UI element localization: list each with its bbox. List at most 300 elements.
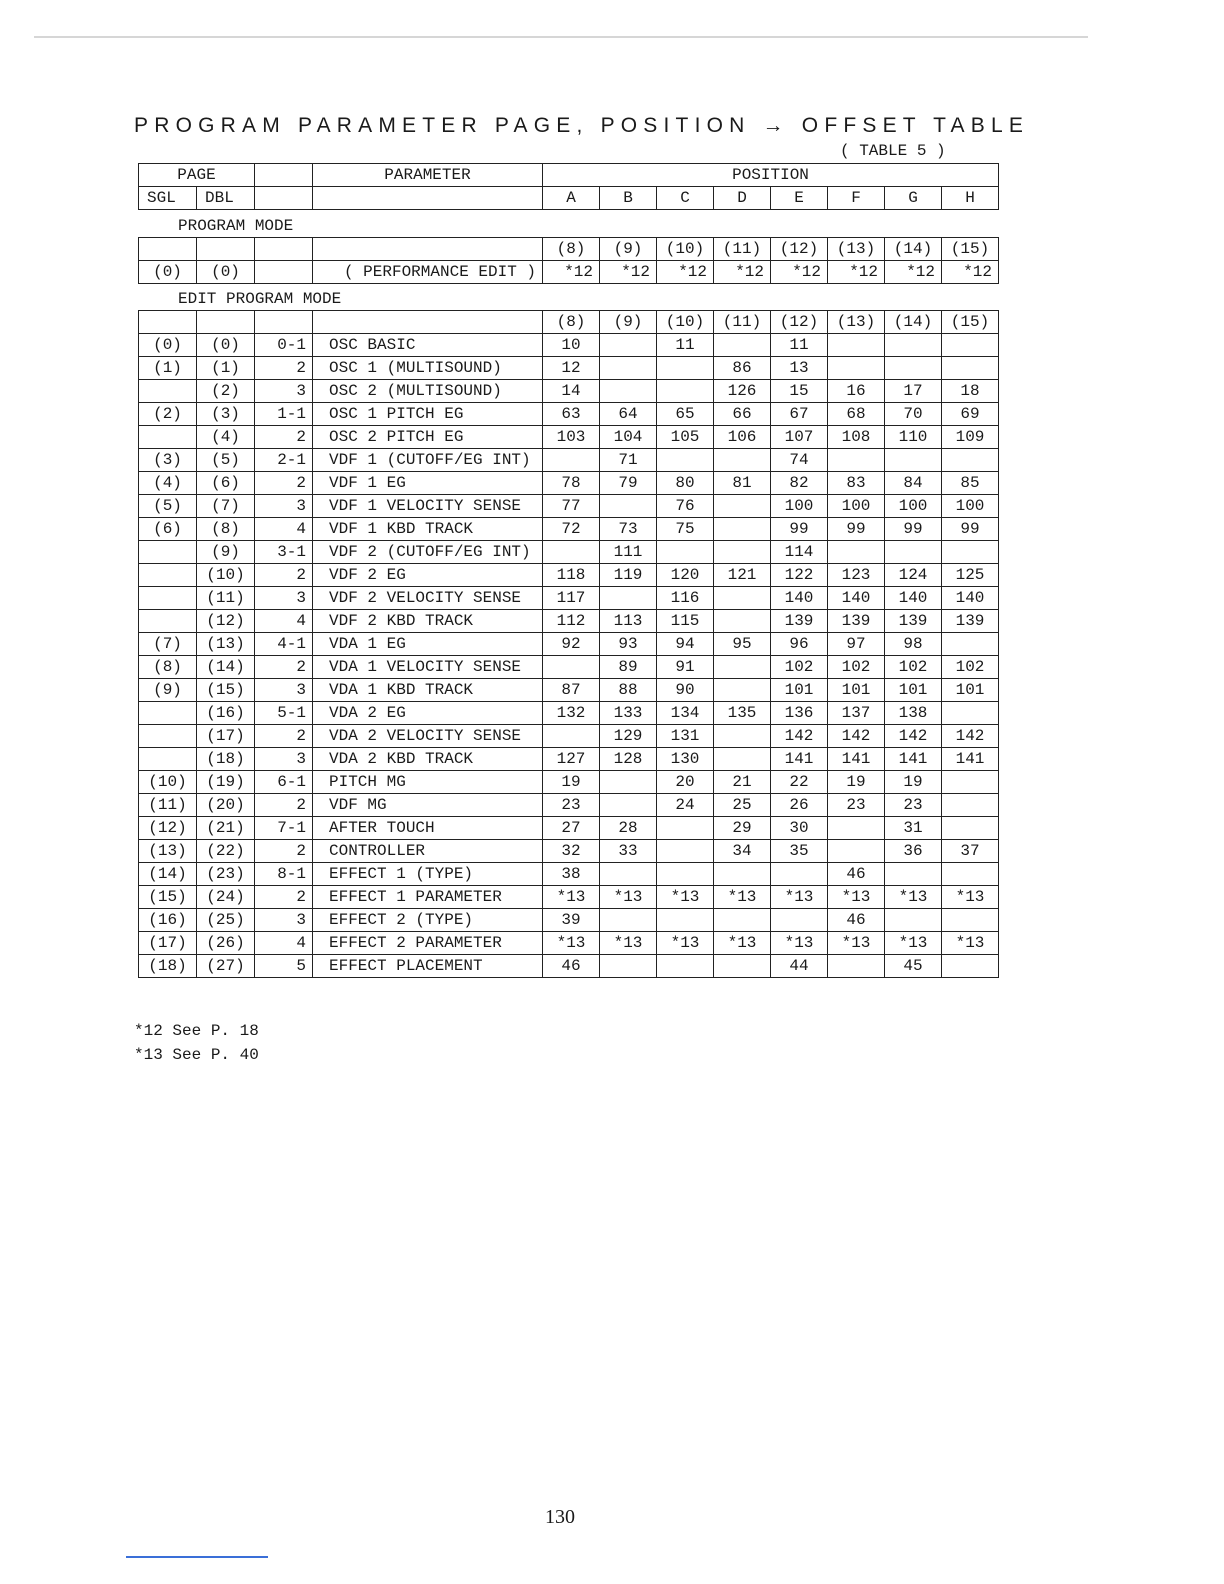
- value-cell: [885, 334, 942, 357]
- edit-program-mode-table: [138, 310, 999, 978]
- value-cell: 95: [714, 633, 771, 656]
- value-cell: 79: [600, 472, 657, 495]
- position-g-header: G: [885, 187, 942, 210]
- value-cell: [828, 357, 885, 380]
- num-cell: 2: [255, 357, 313, 380]
- value-cell: 126: [714, 380, 771, 403]
- offset-header-cell: (13): [828, 238, 885, 261]
- value-cell: [543, 725, 600, 748]
- value-cell: 141: [771, 748, 828, 771]
- num-cell: 2-1: [255, 449, 313, 472]
- sgl-cell: (11): [139, 794, 197, 817]
- value-cell: 139: [828, 610, 885, 633]
- value-cell: [885, 863, 942, 886]
- value-cell: 17: [885, 380, 942, 403]
- value-cell: 16: [828, 380, 885, 403]
- value-cell: *13: [714, 932, 771, 955]
- footnote-13: *13 See P. 40: [134, 1046, 259, 1064]
- value-cell: *12: [942, 261, 999, 284]
- value-cell: 103: [543, 426, 600, 449]
- value-cell: [600, 771, 657, 794]
- num-cell: 4-1: [255, 633, 313, 656]
- value-cell: 135: [714, 702, 771, 725]
- top-rule: [34, 36, 1088, 38]
- num-cell: 3-1: [255, 541, 313, 564]
- sgl-cell: [139, 541, 197, 564]
- value-cell: 100: [942, 495, 999, 518]
- value-cell: 39: [543, 909, 600, 932]
- num-cell: 4: [255, 932, 313, 955]
- value-cell: [600, 587, 657, 610]
- num-subheader: [255, 187, 313, 210]
- value-cell: 89: [600, 656, 657, 679]
- value-cell: 18: [942, 380, 999, 403]
- num-cell: 2: [255, 656, 313, 679]
- table-row: [139, 932, 999, 955]
- sgl-cell: (12): [139, 817, 197, 840]
- value-cell: 32: [543, 840, 600, 863]
- value-cell: 82: [771, 472, 828, 495]
- table-row: [139, 863, 999, 886]
- value-cell: *13: [942, 886, 999, 909]
- dbl-cell: (6): [197, 472, 255, 495]
- dbl-cell: (22): [197, 840, 255, 863]
- table-row: [139, 587, 999, 610]
- position-header: POSITION: [543, 164, 999, 187]
- param-cell: EFFECT PLACEMENT: [313, 955, 543, 978]
- value-cell: 15: [771, 380, 828, 403]
- dbl-cell: (23): [197, 863, 255, 886]
- value-cell: 83: [828, 472, 885, 495]
- value-cell: [942, 771, 999, 794]
- value-cell: [657, 955, 714, 978]
- num-cell: 2: [255, 725, 313, 748]
- value-cell: *13: [771, 932, 828, 955]
- param-cell: OSC 2 (MULTISOUND): [313, 380, 543, 403]
- sgl-cell: (16): [139, 909, 197, 932]
- table-row: [139, 518, 999, 541]
- num-cell: 3: [255, 495, 313, 518]
- value-cell: 102: [828, 656, 885, 679]
- value-cell: 78: [543, 472, 600, 495]
- dbl-cell: (1): [197, 357, 255, 380]
- value-cell: [714, 518, 771, 541]
- value-cell: *12: [600, 261, 657, 284]
- sgl-cell: (15): [139, 886, 197, 909]
- table-row: [139, 771, 999, 794]
- position-h-header: H: [942, 187, 999, 210]
- value-cell: 101: [828, 679, 885, 702]
- value-cell: 99: [942, 518, 999, 541]
- param-cell: EFFECT 2 PARAMETER: [313, 932, 543, 955]
- num-cell: 3: [255, 909, 313, 932]
- value-cell: 100: [828, 495, 885, 518]
- param-cell: EFFECT 2 (TYPE): [313, 909, 543, 932]
- value-cell: [942, 541, 999, 564]
- table-row: [139, 656, 999, 679]
- num-cell: 1-1: [255, 403, 313, 426]
- value-cell: 68: [828, 403, 885, 426]
- value-cell: 141: [885, 748, 942, 771]
- value-cell: 96: [771, 633, 828, 656]
- value-cell: 133: [600, 702, 657, 725]
- param-cell: VDA 1 KBD TRACK: [313, 679, 543, 702]
- table-row: [139, 702, 999, 725]
- sgl-cell: (3): [139, 449, 197, 472]
- dbl-cell: (10): [197, 564, 255, 587]
- param-cell: VDF 1 KBD TRACK: [313, 518, 543, 541]
- value-cell: 140: [771, 587, 828, 610]
- blank-cell: [139, 311, 197, 334]
- value-cell: 138: [885, 702, 942, 725]
- value-cell: [942, 794, 999, 817]
- table-row: [139, 886, 999, 909]
- num-cell: 3: [255, 587, 313, 610]
- table-row: [139, 357, 999, 380]
- sgl-cell: (13): [139, 840, 197, 863]
- value-cell: [942, 817, 999, 840]
- value-cell: 46: [828, 909, 885, 932]
- value-cell: 23: [885, 794, 942, 817]
- value-cell: *12: [885, 261, 942, 284]
- dbl-cell: (5): [197, 449, 255, 472]
- sgl-cell: [139, 702, 197, 725]
- value-cell: *13: [657, 886, 714, 909]
- value-cell: [714, 656, 771, 679]
- table-row: [139, 449, 999, 472]
- value-cell: 90: [657, 679, 714, 702]
- sgl-cell: (2): [139, 403, 197, 426]
- param-cell: VDF MG: [313, 794, 543, 817]
- dbl-cell: (14): [197, 656, 255, 679]
- position-c-header: C: [657, 187, 714, 210]
- num-cell: 4: [255, 518, 313, 541]
- value-cell: *13: [942, 932, 999, 955]
- footnote-12: *12 See P. 18: [134, 1022, 259, 1040]
- blank-cell: [197, 311, 255, 334]
- sgl-cell: (7): [139, 633, 197, 656]
- param-cell: VDF 2 (CUTOFF/EG INT): [313, 541, 543, 564]
- param-cell: VDA 2 VELOCITY SENSE: [313, 725, 543, 748]
- value-cell: 119: [600, 564, 657, 587]
- value-cell: 14: [543, 380, 600, 403]
- value-cell: *13: [885, 932, 942, 955]
- value-cell: 109: [942, 426, 999, 449]
- edit-table-body: [139, 311, 999, 978]
- value-cell: 127: [543, 748, 600, 771]
- edit-program-mode-label: EDIT PROGRAM MODE: [178, 290, 342, 308]
- position-a-header: A: [543, 187, 600, 210]
- value-cell: [942, 633, 999, 656]
- value-cell: 104: [600, 426, 657, 449]
- table-row: [139, 748, 999, 771]
- value-cell: [600, 909, 657, 932]
- param-cell: EFFECT 1 PARAMETER: [313, 886, 543, 909]
- value-cell: *13: [771, 886, 828, 909]
- offset-header-cell: (8): [543, 238, 600, 261]
- value-cell: 120: [657, 564, 714, 587]
- param-cell: VDF 1 EG: [313, 472, 543, 495]
- value-cell: 37: [942, 840, 999, 863]
- value-cell: [657, 863, 714, 886]
- value-cell: *13: [543, 932, 600, 955]
- sgl-cell: (8): [139, 656, 197, 679]
- value-cell: [828, 817, 885, 840]
- offset-header-cell: (9): [600, 238, 657, 261]
- value-cell: [714, 495, 771, 518]
- value-cell: [828, 449, 885, 472]
- value-cell: 21: [714, 771, 771, 794]
- header-table: [138, 163, 999, 210]
- value-cell: 67: [771, 403, 828, 426]
- edit-offset-row: [139, 311, 999, 334]
- value-cell: 35: [771, 840, 828, 863]
- dbl-cell: (13): [197, 633, 255, 656]
- value-cell: [714, 541, 771, 564]
- value-cell: [942, 863, 999, 886]
- value-cell: 121: [714, 564, 771, 587]
- value-cell: [942, 334, 999, 357]
- value-cell: 113: [600, 610, 657, 633]
- value-cell: 115: [657, 610, 714, 633]
- value-cell: *13: [543, 886, 600, 909]
- value-cell: 100: [771, 495, 828, 518]
- value-cell: 25: [714, 794, 771, 817]
- param-cell: VDF 2 EG: [313, 564, 543, 587]
- value-cell: 19: [828, 771, 885, 794]
- dbl-cell: (26): [197, 932, 255, 955]
- param-cell: OSC 1 PITCH EG: [313, 403, 543, 426]
- table-row: [139, 725, 999, 748]
- value-cell: 125: [942, 564, 999, 587]
- num-cell: 5: [255, 955, 313, 978]
- sgl-cell: [139, 564, 197, 587]
- value-cell: 66: [714, 403, 771, 426]
- value-cell: *13: [885, 886, 942, 909]
- value-cell: 101: [771, 679, 828, 702]
- value-cell: [714, 863, 771, 886]
- value-cell: 71: [600, 449, 657, 472]
- sgl-cell: [139, 426, 197, 449]
- value-cell: 27: [543, 817, 600, 840]
- value-cell: 23: [543, 794, 600, 817]
- value-cell: [600, 794, 657, 817]
- value-cell: 28: [600, 817, 657, 840]
- value-cell: 23: [828, 794, 885, 817]
- param-cell: VDF 2 VELOCITY SENSE: [313, 587, 543, 610]
- sgl-header: SGL: [139, 187, 197, 210]
- offset-header-cell: (11): [714, 238, 771, 261]
- value-cell: 65: [657, 403, 714, 426]
- value-cell: 110: [885, 426, 942, 449]
- value-cell: 45: [885, 955, 942, 978]
- value-cell: 20: [657, 771, 714, 794]
- value-cell: 141: [942, 748, 999, 771]
- sgl-cell: (6): [139, 518, 197, 541]
- dbl-cell: (19): [197, 771, 255, 794]
- value-cell: 92: [543, 633, 600, 656]
- param-cell: VDA 1 EG: [313, 633, 543, 656]
- value-cell: 29: [714, 817, 771, 840]
- value-cell: [657, 380, 714, 403]
- value-cell: [600, 380, 657, 403]
- value-cell: *13: [600, 886, 657, 909]
- blank-cell: [197, 238, 255, 261]
- offset-header-cell: (10): [657, 238, 714, 261]
- num-cell: 3: [255, 380, 313, 403]
- num-cell: 3: [255, 679, 313, 702]
- dbl-cell: (8): [197, 518, 255, 541]
- table-row: [139, 541, 999, 564]
- blank-cell: [313, 238, 543, 261]
- value-cell: 24: [657, 794, 714, 817]
- value-cell: *13: [714, 886, 771, 909]
- value-cell: [657, 541, 714, 564]
- value-cell: 85: [942, 472, 999, 495]
- dbl-cell: (27): [197, 955, 255, 978]
- sgl-cell: (4): [139, 472, 197, 495]
- table-row: [139, 380, 999, 403]
- value-cell: 22: [771, 771, 828, 794]
- value-cell: 111: [600, 541, 657, 564]
- value-cell: [714, 955, 771, 978]
- param-cell: CONTROLLER: [313, 840, 543, 863]
- table-row: [139, 909, 999, 932]
- value-cell: 142: [942, 725, 999, 748]
- num-cell: [255, 261, 313, 284]
- offset-header-cell: (13): [828, 311, 885, 334]
- param-cell: VDF 1 VELOCITY SENSE: [313, 495, 543, 518]
- param-cell: OSC 2 PITCH EG: [313, 426, 543, 449]
- value-cell: 63: [543, 403, 600, 426]
- offset-header-cell: (10): [657, 311, 714, 334]
- value-cell: [885, 909, 942, 932]
- blank-cell: [139, 238, 197, 261]
- value-cell: 139: [942, 610, 999, 633]
- value-cell: 12: [543, 357, 600, 380]
- dbl-cell: (12): [197, 610, 255, 633]
- value-cell: 101: [885, 679, 942, 702]
- value-cell: 106: [714, 426, 771, 449]
- num-cell: 2: [255, 564, 313, 587]
- num-cell: 3: [255, 748, 313, 771]
- value-cell: 30: [771, 817, 828, 840]
- num-cell: 6-1: [255, 771, 313, 794]
- value-cell: 31: [885, 817, 942, 840]
- value-cell: [828, 541, 885, 564]
- value-cell: 34: [714, 840, 771, 863]
- value-cell: [828, 840, 885, 863]
- table-row: [139, 610, 999, 633]
- value-cell: 69: [942, 403, 999, 426]
- table-row: [139, 564, 999, 587]
- table-row: [139, 472, 999, 495]
- value-cell: 140: [942, 587, 999, 610]
- value-cell: 131: [657, 725, 714, 748]
- value-cell: 118: [543, 564, 600, 587]
- value-cell: 73: [600, 518, 657, 541]
- table-row: [139, 794, 999, 817]
- num-cell: 7-1: [255, 817, 313, 840]
- value-cell: *12: [714, 261, 771, 284]
- value-cell: 101: [942, 679, 999, 702]
- offset-header-cell: (15): [942, 311, 999, 334]
- position-b-header: B: [600, 187, 657, 210]
- value-cell: 72: [543, 518, 600, 541]
- table-row: [139, 679, 999, 702]
- value-cell: 137: [828, 702, 885, 725]
- num-cell: 2: [255, 886, 313, 909]
- param-cell: EFFECT 1 (TYPE): [313, 863, 543, 886]
- value-cell: 142: [885, 725, 942, 748]
- table-row: [139, 955, 999, 978]
- sgl-cell: (14): [139, 863, 197, 886]
- value-cell: [600, 357, 657, 380]
- num-cell: 4: [255, 610, 313, 633]
- num-cell: 0-1: [255, 334, 313, 357]
- value-cell: 139: [771, 610, 828, 633]
- value-cell: [714, 610, 771, 633]
- param-cell: OSC 1 (MULTISOUND): [313, 357, 543, 380]
- value-cell: *13: [828, 932, 885, 955]
- page-header: PAGE: [139, 164, 255, 187]
- value-cell: [828, 334, 885, 357]
- blank-cell: [255, 238, 313, 261]
- blank-cell: [313, 311, 543, 334]
- position-f-header: F: [828, 187, 885, 210]
- value-cell: *12: [657, 261, 714, 284]
- value-cell: [714, 725, 771, 748]
- value-cell: 13: [771, 357, 828, 380]
- position-d-header: D: [714, 187, 771, 210]
- dbl-cell: (18): [197, 748, 255, 771]
- value-cell: 140: [828, 587, 885, 610]
- value-cell: 123: [828, 564, 885, 587]
- value-cell: [543, 656, 600, 679]
- value-cell: [942, 357, 999, 380]
- param-cell: VDA 1 VELOCITY SENSE: [313, 656, 543, 679]
- table-row: [139, 840, 999, 863]
- page-title: PROGRAM PARAMETER PAGE, POSITION → OFFSET TABLE: [134, 114, 1030, 137]
- value-cell: [942, 909, 999, 932]
- value-cell: 19: [543, 771, 600, 794]
- value-cell: [600, 955, 657, 978]
- value-cell: [885, 357, 942, 380]
- value-cell: 114: [771, 541, 828, 564]
- value-cell: [600, 863, 657, 886]
- dbl-cell: (21): [197, 817, 255, 840]
- value-cell: 75: [657, 518, 714, 541]
- value-cell: 86: [714, 357, 771, 380]
- offset-header-cell: (15): [942, 238, 999, 261]
- num-cell: 8-1: [255, 863, 313, 886]
- value-cell: 97: [828, 633, 885, 656]
- value-cell: 102: [942, 656, 999, 679]
- param-cell: ( PERFORMANCE EDIT ): [313, 261, 543, 284]
- value-cell: *13: [657, 932, 714, 955]
- value-cell: 81: [714, 472, 771, 495]
- value-cell: [714, 748, 771, 771]
- value-cell: 102: [771, 656, 828, 679]
- value-cell: 11: [771, 334, 828, 357]
- value-cell: [771, 909, 828, 932]
- value-cell: 117: [543, 587, 600, 610]
- value-cell: 26: [771, 794, 828, 817]
- value-cell: 44: [771, 955, 828, 978]
- table-caption: ( TABLE 5 ): [840, 142, 946, 160]
- sgl-cell: (18): [139, 955, 197, 978]
- value-cell: *12: [771, 261, 828, 284]
